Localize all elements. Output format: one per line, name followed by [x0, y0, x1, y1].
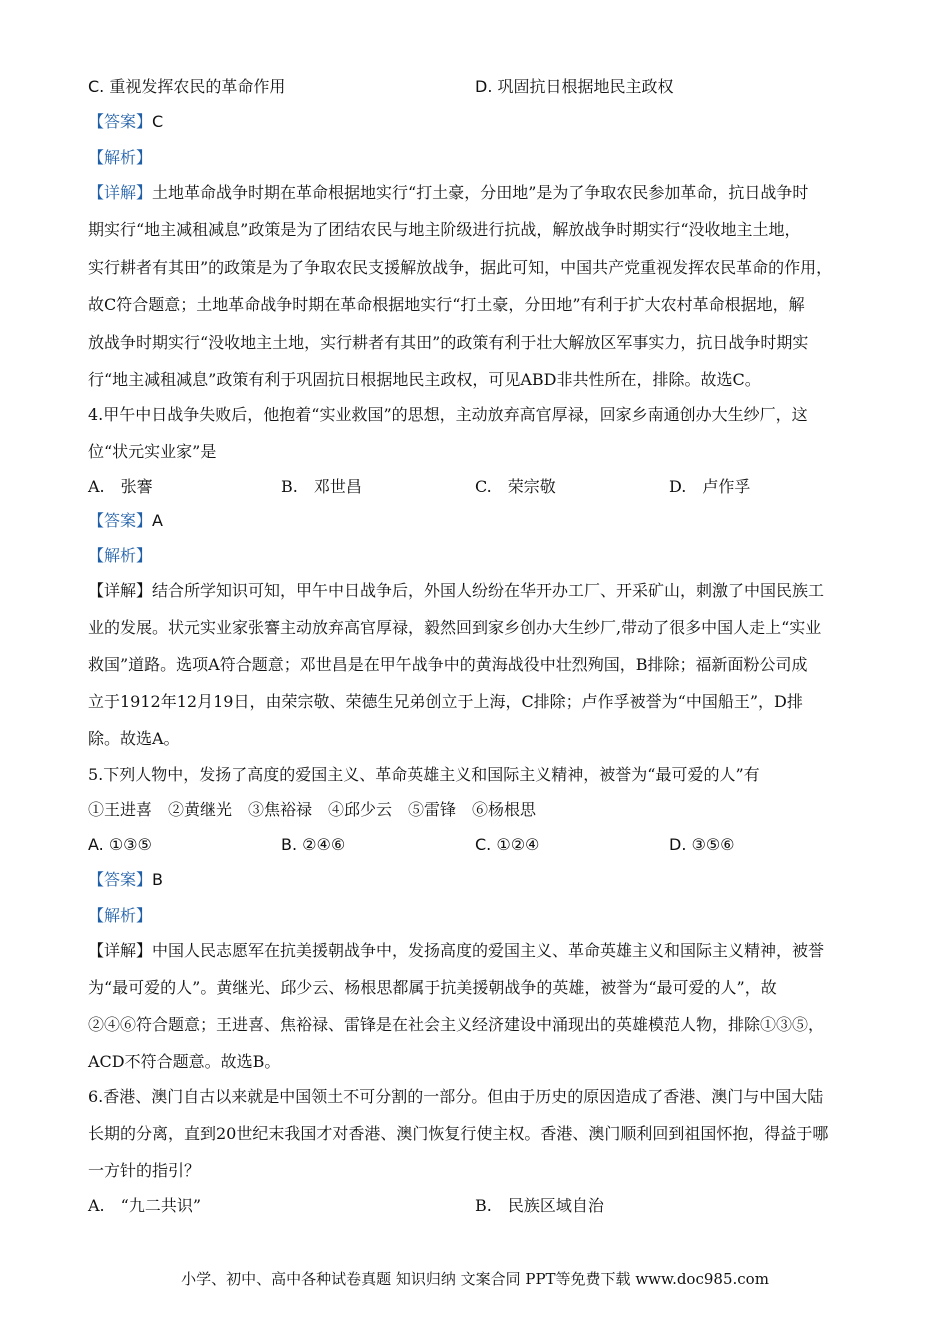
q5-analysis-row [88, 905, 878, 927]
q3-detail-text: 土地革命战争时期在革命根据地实行“打土豪，分田地”是为了争取农民参加革命，抗日战争时 [152, 183, 809, 202]
q5-detail-line: ACD不符合题意。故选B。 [88, 1052, 281, 1071]
page-footer: 小学、初中、高中各种试卷真题 知识归纳 文案合同 PPT等免费下载 www.doc985.com [181, 1270, 769, 1288]
q5-option-b: B. ②④⑥ [281, 835, 346, 854]
q5-option-c: C. ①②④ [475, 835, 540, 854]
q4-answer-row [88, 510, 878, 532]
q5-detail-line: ②④⑥符合题意；王进喜、焦裕禄、雷锋是在社会主义经济建设中涌现出的英雄模范人物，排除①③⑤， [88, 1015, 825, 1034]
q3-answer: C [152, 112, 164, 131]
q6-option-a: A. “九二共识” [88, 1196, 202, 1215]
q3-answer-row [88, 111, 878, 133]
detail-tag: 【详解】 [88, 183, 153, 202]
q5-detail-line: 为“最可爱的人”。黄继光、邱少云、杨根思都属于抗美援朝战争的英雄，被誉为“最可爱的人”，故 [88, 978, 777, 997]
q4-option-b: B. 邓世昌 [281, 477, 362, 496]
q5-items: ①王进喜 ②黄继光 ③焦裕禄 ④邱少云 ⑤雷锋 ⑥杨根思 [88, 800, 537, 819]
q3-detail-line: 故C符合题意；土地革命战争时期在革命根据地实行“打土豪，分田地”有利于扩大农村革命根据地，解 [88, 295, 805, 314]
detail-tag: 【详解】 [88, 581, 153, 600]
q3-option-c: C. 重视发挥农民的革命作用 [88, 77, 286, 96]
q3-analysis-row [88, 147, 878, 169]
q5-option-d: D. ③⑤⑥ [669, 835, 735, 854]
q4-detail-line: 除。故选A。 [88, 729, 180, 748]
q4-detail-text: 结合所学知识可知，甲午中日战争后，外国人纷纷在华开办工厂、开采矿山，刺激了中国民族工 [152, 581, 825, 600]
q4-detail-line: 立于1912年12月19日，由荣宗敬、荣德生兄弟创立于上海，C排除；卢作孚被誉为“中国船王”，D排 [88, 692, 803, 711]
q5-detail-line [88, 940, 878, 962]
q3-option-d: D. 巩固抗日根据地民主政权 [475, 77, 674, 96]
q6-stem-line: 一方针的指引？ [88, 1161, 201, 1180]
q6-stem-line: 长期的分离，直到20世纪末我国才对香港、澳门恢复行使主权。香港、澳门顺利回到祖国怀抱，得益于哪 [88, 1124, 829, 1143]
q4-stem-line: 位“状元实业家”是 [88, 442, 217, 461]
q3-detail-line [88, 182, 878, 204]
q5-option-a: A. ①③⑤ [88, 835, 152, 854]
q4-stem-line: 4.甲午中日战争失败后，他抱着“实业救国”的思想，主动放弃高官厚禄，回家乡南通创办大生纱厂，这 [88, 405, 808, 424]
q4-detail-line: 救国”道路。选项A符合题意；邓世昌是在甲午战争中的黄海战役中壮烈殉国，B排除；福新面粉公司成 [88, 655, 808, 674]
answer-tag: 【答案】 [88, 511, 153, 530]
detail-tag: 【详解】 [88, 941, 153, 960]
q5-answer: B [152, 870, 163, 889]
analysis-tag: 【解析】 [88, 148, 153, 167]
q6-stem-line: 6.香港、澳门自古以来就是中国领土不可分割的一部分。但由于历史的原因造成了香港、澳门与中国大陆 [88, 1087, 824, 1106]
q4-answer: A [152, 511, 163, 530]
q3-detail-line: 放战争时期实行“没收地主土地，实行耕者有其田”的政策有利于壮大解放区军事实力，抗日战争时期实 [88, 333, 809, 352]
q4-option-d: D. 卢作孚 [669, 477, 751, 496]
q3-detail-line: 期实行“地主减租减息”政策是为了团结农民与地主阶级进行抗战，解放战争时期实行“没收地主土地， [88, 220, 801, 239]
q4-option-a: A. 张謇 [88, 477, 153, 496]
q4-detail-line: 业的发展。状元实业家张謇主动放弃高官厚禄，毅然回到家乡创办大生纱厂,带动了很多中国人走上“实业 [88, 618, 822, 637]
q4-detail-line [88, 580, 878, 602]
answer-tag: 【答案】 [88, 870, 153, 889]
q4-option-c: C. 荣宗敬 [475, 477, 556, 496]
analysis-tag: 【解析】 [88, 546, 153, 565]
q4-analysis-row [88, 545, 878, 567]
q6-option-b: B. 民族区域自治 [475, 1196, 604, 1215]
answer-tag: 【答案】 [88, 112, 153, 131]
q3-detail-line: 行“地主减租减息”政策有利于巩固抗日根据地民主政权，可见ABD非共性所在，排除。故选C。 [88, 370, 761, 389]
q5-detail-text: 中国人民志愿军在抗美援朝战争中，发扬高度的爱国主义、革命英雄主义和国际主义精神，被誉 [152, 941, 825, 960]
analysis-tag: 【解析】 [88, 906, 153, 925]
q3-detail-line: 实行耕者有其田”的政策是为了争取农民支援解放战争，据此可知，中国共产党重视发挥农民革命的作用， [88, 258, 833, 277]
q5-answer-row [88, 869, 878, 891]
q5-stem: 5.下列人物中，发扬了高度的爱国主义、革命英雄主义和国际主义精神，被誉为“最可爱的人”有 [88, 765, 760, 784]
